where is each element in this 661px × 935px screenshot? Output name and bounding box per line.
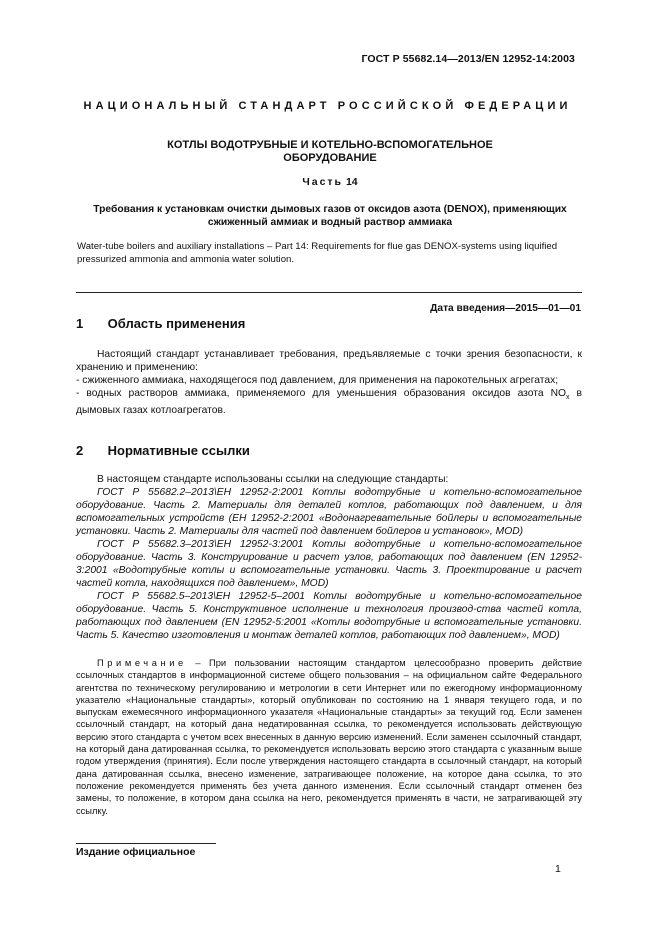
part-word: Часть bbox=[302, 176, 344, 188]
references-intro: В настоящем стандарте использованы ссылки на следующие стандарты: bbox=[97, 474, 449, 485]
footer-divider bbox=[76, 843, 216, 844]
note-paragraph bbox=[76, 657, 582, 817]
scope-paragraph: Настоящий стандарт устанавливает требования, предъявляемые с точки зрения безопасности, к хранению и применению: bbox=[76, 349, 582, 373]
scope-item-2-tail: в дымовых газах котлоагрегатов. bbox=[76, 388, 582, 417]
note-label: Примечание bbox=[97, 658, 187, 668]
scope-item-2-subscript: x bbox=[566, 394, 570, 402]
page-number: 1 bbox=[555, 863, 561, 875]
section-2-heading bbox=[76, 443, 250, 458]
reference-item: ГОСТ Р 55682.3–2013\EH 12952-3:2001 Котлы водотрубные и котельно-вспомогательное оборудование. Часть 3. Конструирование и расчет узлов, работающих под давлением (EN 12952-3:2001 «Водотрубные котлы и вспомогательные установки. Часть 3. Проектирование и расчет частей котла, находящихся под давлением», MOD) bbox=[76, 539, 582, 589]
title-divider bbox=[76, 292, 582, 293]
title-line-1: КОТЛЫ ВОДОТРУБНЫЕ И КОТЕЛЬНО-ВСПОМОГАТЕЛЬНОЕ bbox=[167, 139, 493, 151]
scope-item-2-text: - водных растворов аммиака, применяемого для уменьшения образования оксидов азота NO bbox=[76, 388, 567, 399]
edition-label: Издание официальное bbox=[76, 846, 196, 858]
reference-item: ГОСТ Р 55682.2–2013\EH 12952-2:2001 Котлы водотрубные и котельно-вспомогательное оборудование. Часть 2. Материалы для деталей котлов, работающих под давлением, и для вспомогательных устройств (EH 12952-2:2001 «Водонагревательные бойлеры и вспомогательные установки. Часть 2. Материалы для частей под давлением бойлеров и установок», MOD) bbox=[76, 487, 582, 537]
scope-item-1: - сжиженного аммиака, находящегося под давлением, для применения на парокотельных агрегатах; bbox=[76, 375, 559, 386]
national-standard-heading: НАЦИОНАЛЬНЫЙ СТАНДАРТ РОССИЙСКОЙ ФЕДЕРАЦИИ bbox=[83, 100, 572, 112]
section-2-body bbox=[76, 473, 582, 642]
document-subtitle: Требования к установкам очистки дымовых газов от оксидов азота (DENOX), применяющих сжиженный аммиак и водный раствор аммиака bbox=[93, 204, 567, 228]
scope-item-2 bbox=[76, 387, 582, 417]
section-2-title: Нормативные ссылки bbox=[107, 443, 250, 458]
document-code: ГОСТ Р 55682.14—2013/EN 12952-14:2003 bbox=[361, 53, 575, 65]
note-text: – При пользовании настоящим стандартом целесообразно проверить действие ссылочных стандартов в информационной системе общего пользования – на официальном сайте Федерального агентства по техническому регулированию и метрологии в сети Интернет или по ежегодному информационному указателю «Национальные стандарты», который опубликован по состоянию на 1 января текущего года, и по выпускам ежемесячного информационного указателя «Национальные стандарты» за текущий год. Если заменен ссылочный стандарт, на который дана недатированная ссылка, то рекомендуется использовать действующую версию этого стандарта с учетом всех внесенных в данную версию изменений. Если заменен ссылочный стандарт, на который дана датированная ссылка, то рекомендуется использовать версию этого стандарта с указанным выше годом утверждения (принятия). Если после утверждения настоящего стандарта в ссылочный стандарт, на который дана датированная ссылка, внесено изменение, затрагивающее положение, на которое дана ссылка, то это положение рекомендуется применять без учета данного изменения. Если ссылочный стандарт отменен без замены, то положение, в котором дана ссылка на него, рекомендуется применять в части, не затрагивающей эту ссылку. bbox=[76, 658, 582, 816]
section-1-body bbox=[76, 348, 582, 417]
english-title: Water-tube boilers and auxiliary installations – Part 14: Requirements for flue gas DENOX-systems using liquified pressurized ammonia and ammonia water solution. bbox=[77, 241, 558, 265]
part-label bbox=[100, 176, 560, 188]
document-title bbox=[100, 139, 560, 165]
title-line-2: ОБОРУДОВАНИЕ bbox=[283, 152, 377, 164]
reference-item: ГОСТ Р 55682.5–2013\EH 12952-5–2001 Котлы водотрубные и котельно-вспомогательное оборудование. Часть 5. Конструктивное исполнение и технология производ-ства частей котла, работающих под давлением (EN 12952-5:2001 «Котлы водотрубные и вспомогательные установки. Часть 5. Качество изготовления и монтаж деталей котлов, работающих под давлением», MOD) bbox=[76, 591, 582, 641]
part-number: 14 bbox=[345, 176, 358, 188]
section-1-title: Область применения bbox=[107, 316, 246, 331]
section-2-number: 2 bbox=[76, 443, 84, 458]
introduction-date: Дата введения—2015—01—01 bbox=[430, 303, 581, 314]
section-1-heading bbox=[76, 316, 245, 331]
section-1-number: 1 bbox=[76, 316, 84, 331]
